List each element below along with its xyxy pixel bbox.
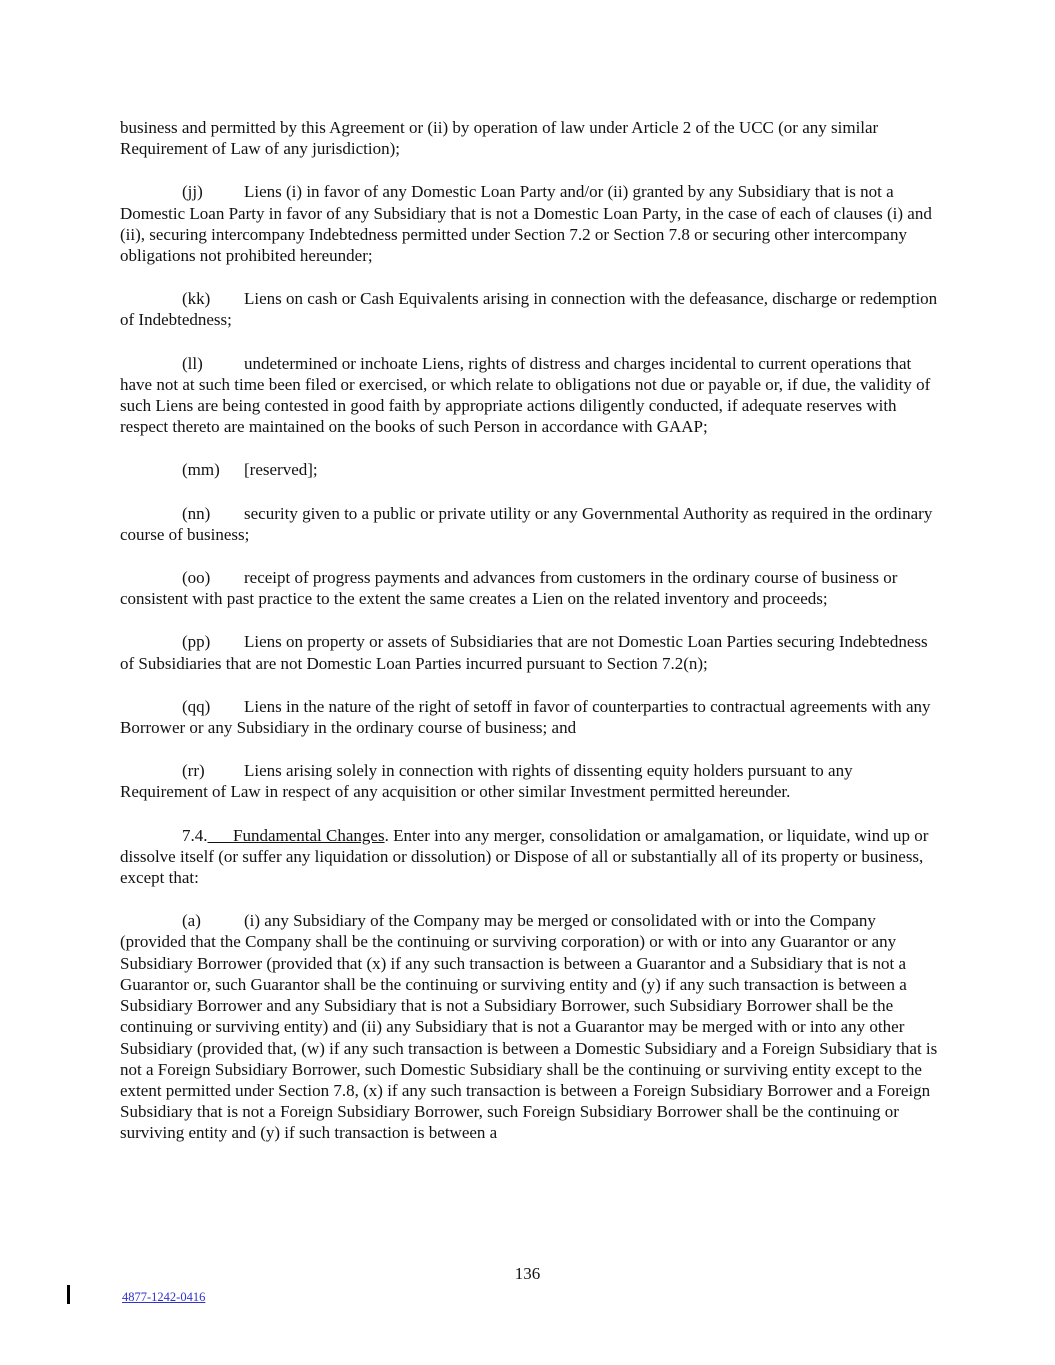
paragraph-label: (qq) [182, 696, 211, 716]
paragraph-text: Liens on cash or Cash Equivalents arising in connection with the defeasance, discharge or redemption of Indebtedness; [120, 289, 938, 330]
paragraph-text: [reserved]; [244, 460, 318, 480]
paragraph-label: (mm) [182, 460, 220, 480]
section-title: Fundamental Changes [233, 825, 385, 845]
paragraph-qq [120, 696, 938, 738]
paragraph-kk [120, 288, 938, 330]
paragraph-label: (rr) [182, 761, 205, 781]
paragraph-text: Liens on property or assets of Subsidiaries that are not Domestic Loan Parties securing Indebtedness of Subsidiaries that are not Domestic Loan Parties incurred pursuant to Section 7.2(n); [120, 632, 928, 673]
document-body-text [120, 117, 938, 1166]
paragraph-text: business and permitted by this Agreement or (ii) by operation of law under Article 2 of the UCC (or any similar Requirement of Law of any jurisdiction); [120, 118, 879, 159]
paragraph-nn [120, 503, 938, 545]
paragraph-oo [120, 567, 938, 609]
paragraph-text: Liens in the nature of the right of setoff in favor of counterparties to contractual agreements with any Borrower or any Subsidiary in the ordinary course of business; and [120, 696, 931, 738]
paragraph-label: (ll) [182, 353, 203, 373]
page-number: 136 [514, 1264, 541, 1283]
paragraph-rr [120, 760, 938, 802]
paragraph-text: receipt of progress payments and advances from customers in the ordinary course of business or consistent with past practice to the extent the same creates a Lien on the related inventory and proceeds; [120, 568, 898, 609]
paragraph-mm [120, 459, 938, 480]
paragraph-label: (oo) [182, 568, 211, 588]
paragraph-pp [120, 631, 938, 673]
paragraph-label: (nn) [182, 503, 211, 523]
paragraph-a [120, 910, 938, 1143]
paragraph-text: Liens (i) in favor of any Domestic Loan Party and/or (ii) granted by any Subsidiary that is not a Domestic Loan Party in favor of any Subsidiary that is not a Domestic Loan Party, in the case of each of clauses (i) and (ii), securing intercompany Indebtedness permitted under Section 7.2 or Section 7.8 or securing other intercompany obligations not prohibited hereunder; [120, 182, 932, 266]
paragraph-ll [120, 353, 938, 438]
doc-id-link[interactable]: 4877-1242-0416 [122, 1290, 206, 1304]
paragraph-label: (a) [182, 911, 201, 931]
paragraph-label: (kk) [182, 289, 211, 309]
paragraph-text: Liens arising solely in connection with rights of dissenting equity holders pursuant to any Requirement of Law in respect of any acquisition or other similar Investment permitted hereunder. [120, 761, 853, 802]
paragraph-label: (jj) [182, 182, 203, 202]
paragraph-text: security given to a public or private utility or any Governmental Authority as required in the ordinary course of business; [120, 503, 933, 544]
paragraph-continuation [120, 117, 938, 159]
paragraph-text: undetermined or inchoate Liens, rights of distress and charges incidental to current operations that have not at such time been filed or exercised, or which relate to obligations not due or payable or, if due, the validity of such Liens are being contested in good faith by appropriate actions diligently conducted, if adequate reserves with respect thereto are maintained on the books of such Person in accordance with GAAP; [120, 353, 931, 437]
paragraph-jj [120, 181, 938, 266]
section-lead-text: . Enter into any merger, consolidation or amalgamation, or liquidate, wind up or dissolve itself (or suffer any liquidation or dissolution) or Dispose of all or substantially all of its property or business, except that: [120, 825, 929, 888]
section-number: 7.4. [182, 825, 208, 845]
section-7-4-heading-paragraph [120, 825, 938, 889]
paragraph-label: (pp) [182, 632, 211, 652]
section-title-underlined [208, 826, 385, 845]
paragraph-text: (i) any Subsidiary of the Company may be merged or consolidated with or into the Company (provided that the Company shall be the continuing or surviving corporation) or with or into any Guarantor or any Subsidiary Borrower (provided that (x) if any such transaction is between a Guarantor and a Subsidiary that is not a Guarantor or, such Guarantor shall be the continuing or surviving entity and (y) if any such transaction is between a Subsidiary Borrower and any Subsidiary that is not a Subsidiary Borrower, such Subsidiary Borrower shall be the continuing or surviving entity) and (ii) any Subsidiary that is not a Guarantor may be merged with or into any other Subsidiary (provided that, (w) if any such transaction is between a Domestic Subsidiary and a Foreign Subsidiary that is not a Foreign Subsidiary Borrower, such Domestic Subsidiary shall be the continuing or surviving entity except to the extent permitted under Section 7.8, (x) if any such transaction is between a Foreign Subsidiary Borrower and a Foreign Subsidiary that is not a Foreign Subsidiary Borrower, such Foreign Subsidiary Borrower shall be the continuing or surviving entity and (y) if such transaction is between a [120, 911, 938, 1143]
change-bar-marker [67, 1285, 70, 1304]
